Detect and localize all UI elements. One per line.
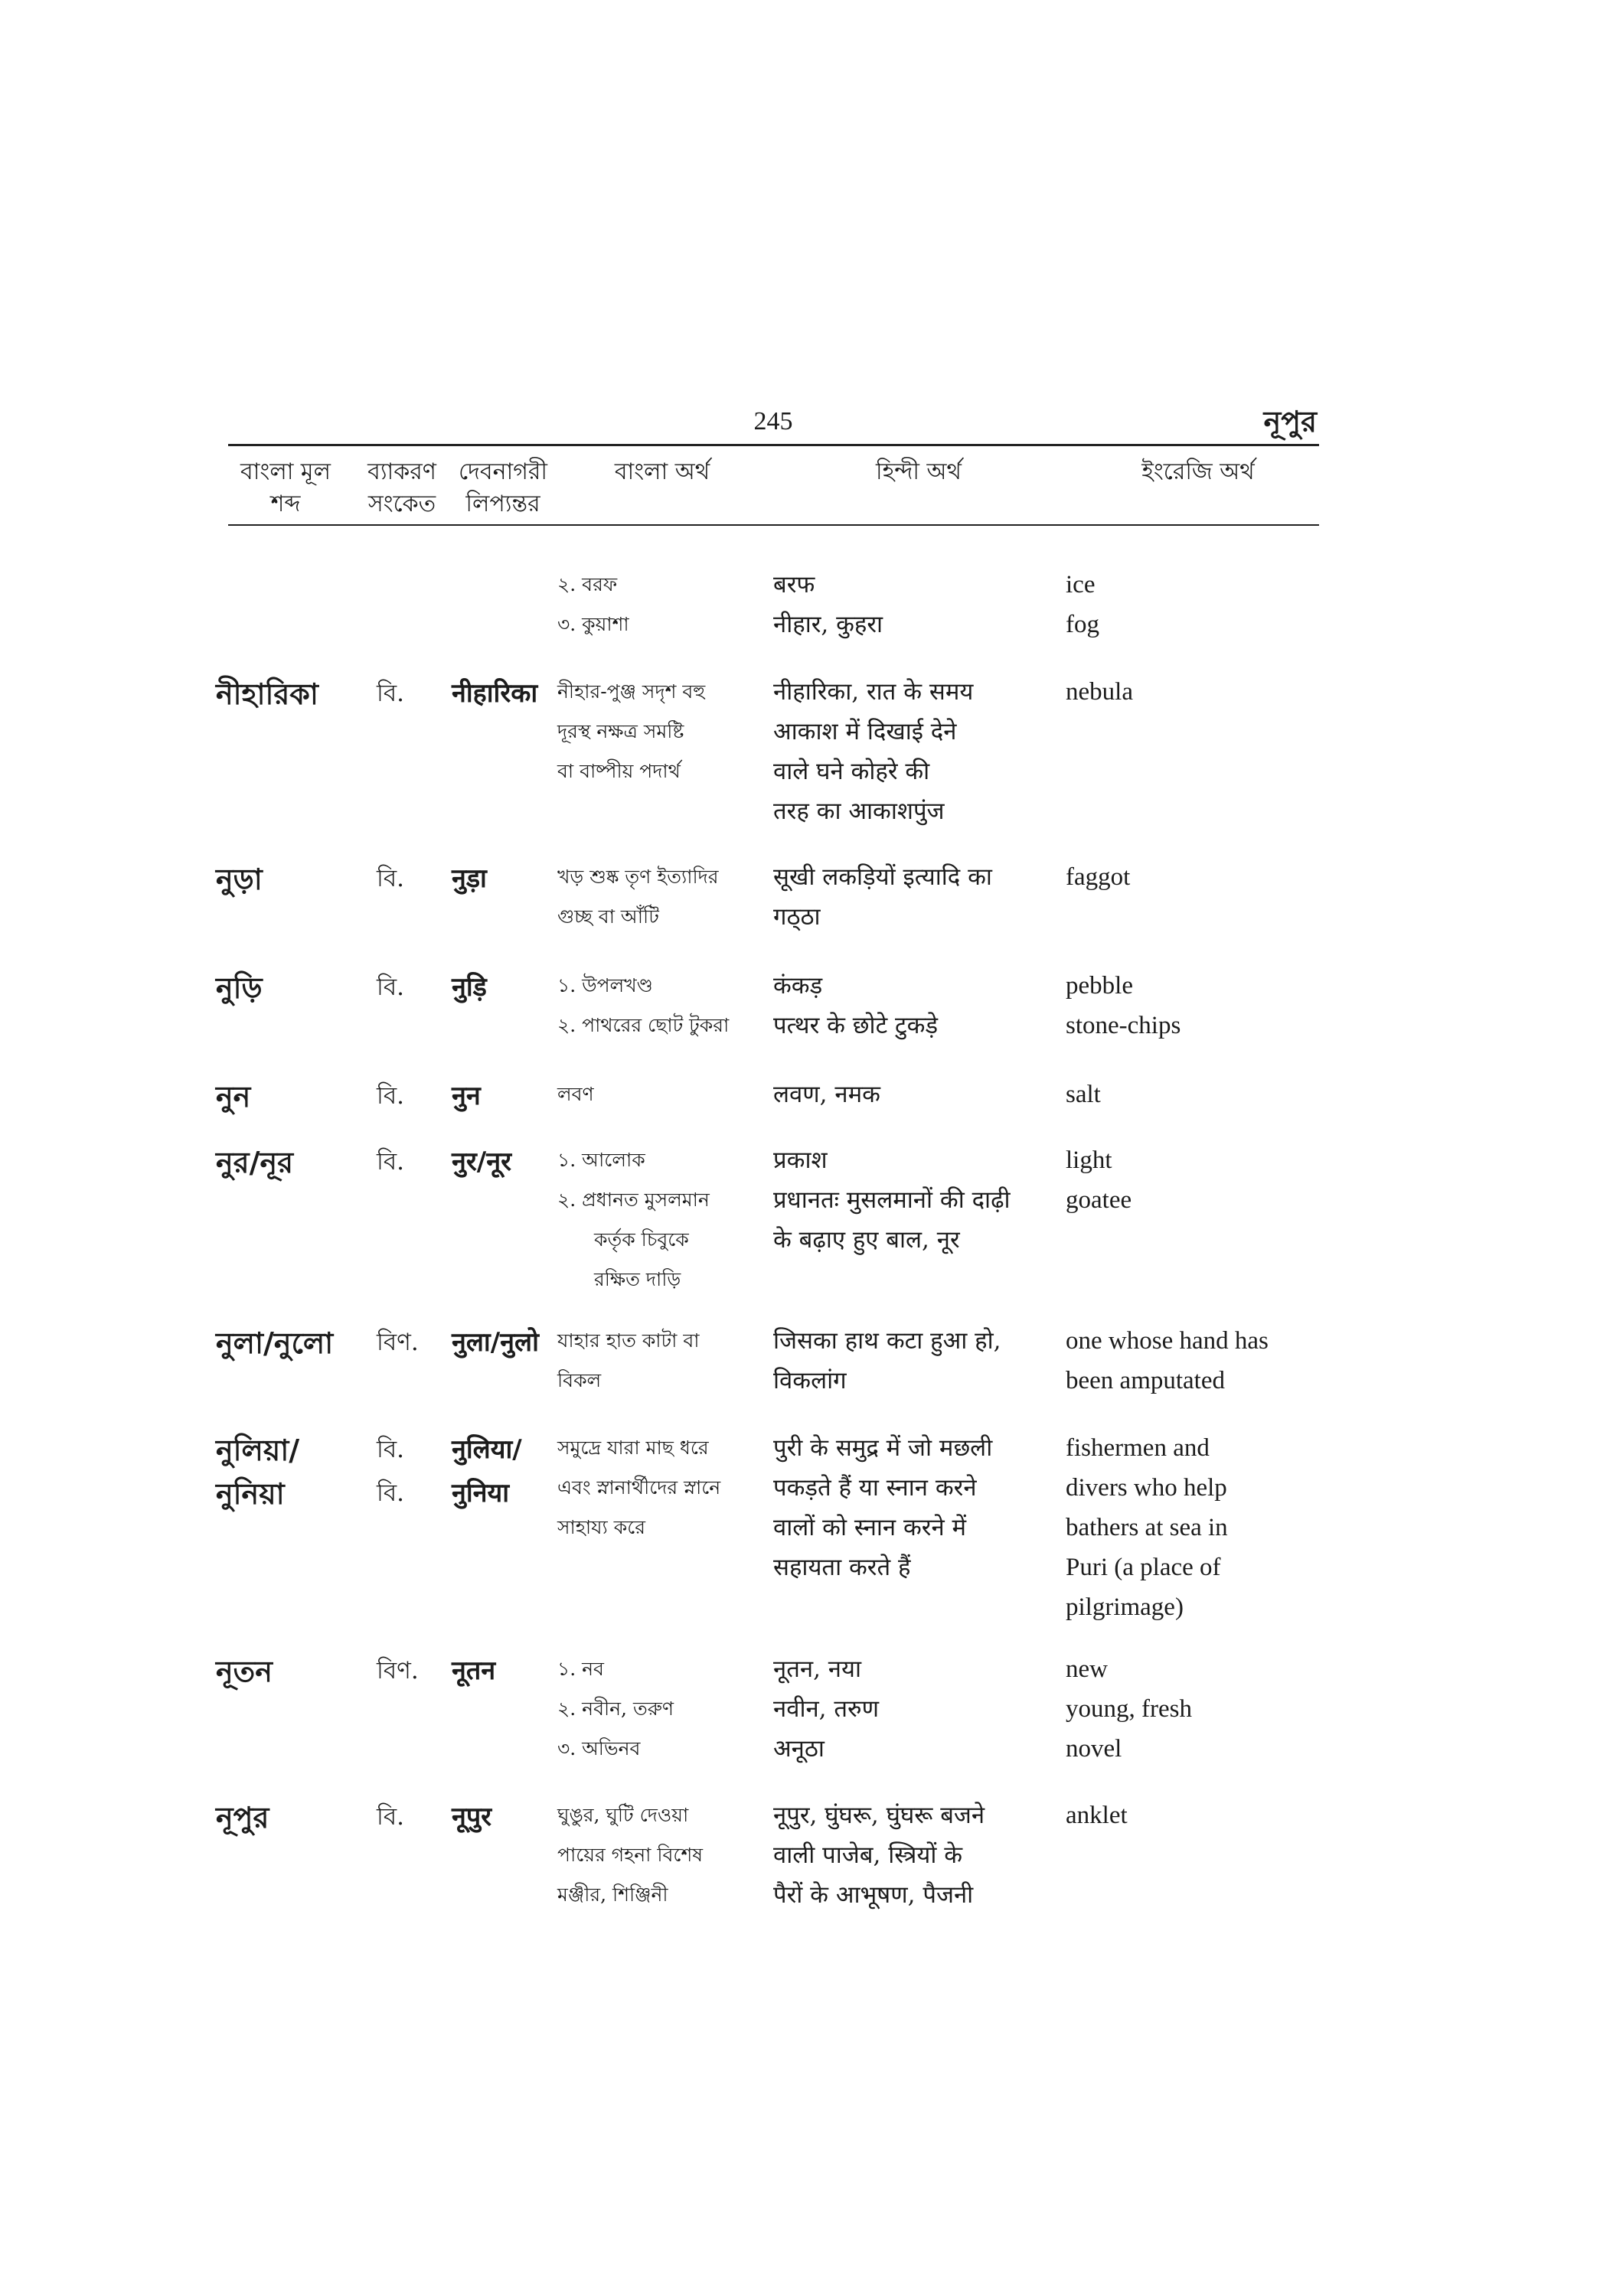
meaning-line: नीहार, कुहरा [773, 611, 883, 638]
meaning-line: Puri (a place of [1066, 1554, 1221, 1581]
english-meaning [1066, 857, 1330, 897]
header-text: ইংরেজি অর্থ [1141, 458, 1255, 485]
meaning-line: নীহার-পুঞ্জ সদৃশ বহু [557, 680, 706, 703]
bengali-meaning [557, 1321, 772, 1401]
meaning-line: ২. নবীন, তরুণ [557, 1698, 674, 1720]
meaning-line: বা বাষ্পীয় পদার্থ [557, 760, 681, 782]
meaning-line: गठ्‌ठा [773, 903, 821, 931]
grammar-tag: বিণ. [377, 1329, 419, 1356]
meaning-line: ১. উপলখণ্ড [557, 974, 653, 996]
grammar-tag: বি. [377, 1148, 404, 1176]
bengali-meaning [557, 1649, 772, 1769]
column-header-devanagari [446, 456, 560, 520]
meaning-line: ৩. কুয়াশা [557, 613, 629, 635]
headword: নূপুর [216, 1800, 269, 1835]
meaning-line: नवीन, तरुण [773, 1695, 880, 1723]
meaning-line: light [1066, 1146, 1112, 1174]
header-text: বাংলা অর্থ [614, 458, 710, 485]
meaning-line: पैरों के आभूषण, पैजनी [773, 1881, 974, 1909]
bengali-meaning [557, 1075, 772, 1114]
meaning-line: লবণ [557, 1083, 594, 1105]
devanagari-transliteration: नुड़ा [452, 863, 487, 894]
header-text: বাংলা মূল [240, 458, 331, 485]
header-text: দেবনাগরী [459, 458, 547, 485]
meaning-line: one whose hand has [1066, 1327, 1269, 1355]
grammar-tag: বি. [377, 974, 404, 1001]
meaning-line: अनूठा [773, 1735, 825, 1763]
meaning-line: तरह का आकाशपुंज [773, 797, 945, 825]
english-meaning [1066, 1321, 1330, 1401]
headword: নুর/নূর [216, 1145, 294, 1179]
grammar-tag: বি. বি. [377, 1436, 404, 1507]
column-header-headword [220, 456, 351, 520]
headword: নূতন [216, 1654, 273, 1688]
header-text: ব্যাকরণ [367, 458, 436, 485]
hindi-meaning [773, 672, 1060, 831]
headword: নুন [216, 1079, 251, 1114]
meaning-line: পায়ের গহনা বিশেষ [557, 1844, 704, 1866]
meaning-line: वालों को स्नान करने में [773, 1514, 967, 1541]
meaning-line: salt [1066, 1081, 1101, 1108]
meaning-line: goatee [1066, 1186, 1132, 1214]
running-head: নূপুর [1263, 404, 1317, 439]
devanagari-transliteration: नुन [452, 1081, 481, 1111]
meaning-line: नूतन, नया [773, 1655, 862, 1683]
bengali-meaning [557, 966, 772, 1045]
meaning-line: पुरी के समुद्र में जो मछली [773, 1434, 993, 1462]
column-header-english-meaning [1095, 456, 1301, 488]
meaning-line: এবং স্নানার্থীদের স্নানে [557, 1476, 721, 1499]
headword: নুলা/নুলো [216, 1326, 334, 1360]
meaning-line: विकलांग [773, 1367, 847, 1394]
hindi-meaning [773, 565, 1060, 644]
bengali-meaning [557, 857, 772, 937]
meaning-line: been amputated [1066, 1367, 1225, 1394]
meaning-line: faggot [1066, 863, 1131, 891]
column-header-hindi-meaning [827, 456, 1011, 488]
bengali-meaning [557, 1140, 772, 1300]
meaning-line: नूपुर, घुंघरू, घुंघरू बजने [773, 1802, 985, 1829]
meaning-line: bathers at sea in [1066, 1514, 1228, 1541]
table-top-rule [228, 444, 1319, 446]
meaning-line: वाली पाजेब, स्त्रियों के [773, 1841, 963, 1869]
meaning-line: কর্তৃক চিবুকে [594, 1228, 689, 1251]
english-meaning [1066, 1428, 1330, 1627]
headword: নুলিয়া/ নুনিয়া [216, 1433, 300, 1511]
meaning-line: pilgrimage) [1066, 1593, 1184, 1621]
meaning-line: सूखी लकड़ियों इत्यादि का [773, 863, 992, 891]
meaning-line: ১. নব [557, 1658, 604, 1680]
meaning-line: ২. বরফ [557, 573, 618, 595]
header-text: লিপ্যন্তর [465, 491, 540, 517]
meaning-line: ice [1066, 571, 1096, 598]
meaning-line: fishermen and [1066, 1434, 1210, 1462]
english-meaning [1066, 1075, 1330, 1114]
meaning-line: लवण, नमक [773, 1081, 880, 1108]
meaning-line: बरफ [773, 571, 815, 598]
meaning-line: যাহার হাত কাটা বা [557, 1329, 700, 1352]
meaning-line: कंकड़ [773, 972, 823, 1000]
meaning-line: মঞ্জীর, শিঞ্জিনী [557, 1883, 668, 1906]
header-text: শব্দ [270, 491, 301, 517]
meaning-line: ২. প্রধানত মুসলমান [557, 1189, 710, 1211]
grammar-tag: বি. [377, 1803, 404, 1831]
hindi-meaning [773, 966, 1060, 1045]
meaning-line: সাহায্য করে [557, 1516, 646, 1538]
hindi-meaning [773, 1140, 1060, 1260]
bengali-meaning [557, 672, 772, 791]
english-meaning [1066, 672, 1330, 712]
meaning-line: দূরস্থ নক্ষত্র সমষ্টি [557, 720, 684, 742]
meaning-line: সমুদ্রে যারা মাছ ধরে [557, 1437, 709, 1459]
hindi-meaning [773, 1075, 1060, 1114]
grammar-tag: বি. [377, 865, 404, 892]
meaning-line: नीहारिका, रात के समय [773, 678, 974, 706]
meaning-line: ২. পাথরের ছোট টুকরা [557, 1014, 730, 1036]
grammar-tag: বিণ. [377, 1657, 419, 1684]
meaning-line: आकाश में दिखाई देने [773, 718, 957, 745]
meaning-line: के बढ़ाए हुए बाल, नूर [773, 1226, 960, 1254]
meaning-line: রক্ষিত দাড়ি [594, 1268, 681, 1290]
meaning-line: ঘুঙুর, ঘুটি দেওয়া [557, 1804, 689, 1826]
meaning-line: গুচ্ছ বা আঁটি [557, 905, 659, 928]
hindi-meaning [773, 1649, 1060, 1769]
meaning-line: nebula [1066, 678, 1133, 706]
meaning-line: जिसका हाथ कटा हुआ हो, [773, 1327, 1001, 1355]
devanagari-transliteration: नुड़ि [452, 972, 487, 1003]
devanagari-transliteration: नुलिया/ नुनिया [452, 1434, 522, 1508]
bengali-meaning [557, 565, 772, 644]
column-header-grammar [352, 456, 452, 520]
english-meaning [1066, 966, 1330, 1045]
meaning-line: খড় শুষ্ক তৃণ ইত্যাদির [557, 866, 719, 888]
devanagari-transliteration: नुला/नुलो [452, 1327, 539, 1358]
meaning-line: ১. আলোক [557, 1149, 645, 1171]
table-header-rule [228, 524, 1319, 526]
column-header-bengali-meaning [570, 456, 754, 488]
meaning-line: young, fresh [1066, 1695, 1192, 1723]
meaning-line: वाले घने कोहरे की [773, 758, 930, 785]
meaning-line: पत्थर के छोटे टुकड़े [773, 1012, 939, 1039]
english-meaning [1066, 1649, 1330, 1769]
grammar-tag: বি. [377, 680, 404, 707]
meaning-line: पकड़ते हैं या स्नान करने [773, 1474, 977, 1502]
hindi-meaning [773, 857, 1060, 937]
english-meaning [1066, 1795, 1330, 1835]
meaning-line: ৩. অভিনব [557, 1737, 641, 1760]
hindi-meaning [773, 1428, 1060, 1587]
headword: নুড়ি [216, 970, 263, 1005]
header-text: সংকেত [367, 491, 436, 517]
meaning-line: anklet [1066, 1802, 1128, 1829]
meaning-line: new [1066, 1655, 1108, 1683]
headword: নুড়া [216, 862, 263, 896]
devanagari-transliteration: नूपुर [452, 1802, 492, 1832]
page-number: 245 [753, 407, 793, 435]
meaning-line: divers who help [1066, 1474, 1227, 1502]
meaning-line: fog [1066, 611, 1099, 638]
meaning-line: pebble [1066, 972, 1133, 1000]
bengali-meaning [557, 1795, 772, 1915]
english-meaning [1066, 565, 1330, 644]
hindi-meaning [773, 1321, 1060, 1401]
devanagari-transliteration: नीहारिका [452, 678, 538, 709]
meaning-line: सहायता करते हैं [773, 1554, 911, 1581]
devanagari-transliteration: नूतन [452, 1655, 496, 1686]
english-meaning [1066, 1140, 1330, 1220]
meaning-line: प्रधानतः मुसलमानों की दाढ़ी [773, 1186, 1011, 1214]
bengali-meaning [557, 1428, 772, 1548]
meaning-line: stone-chips [1066, 1012, 1181, 1039]
grammar-tag: বি. [377, 1082, 404, 1110]
hindi-meaning [773, 1795, 1060, 1915]
header-text: হিন্দী অর্থ [876, 458, 962, 485]
meaning-line: novel [1066, 1735, 1122, 1763]
meaning-line: বিকল [557, 1369, 602, 1391]
headword: নীহারিকা [216, 677, 318, 711]
devanagari-transliteration: नुर/नूर [452, 1146, 511, 1177]
meaning-line: प्रकाश [773, 1146, 828, 1174]
